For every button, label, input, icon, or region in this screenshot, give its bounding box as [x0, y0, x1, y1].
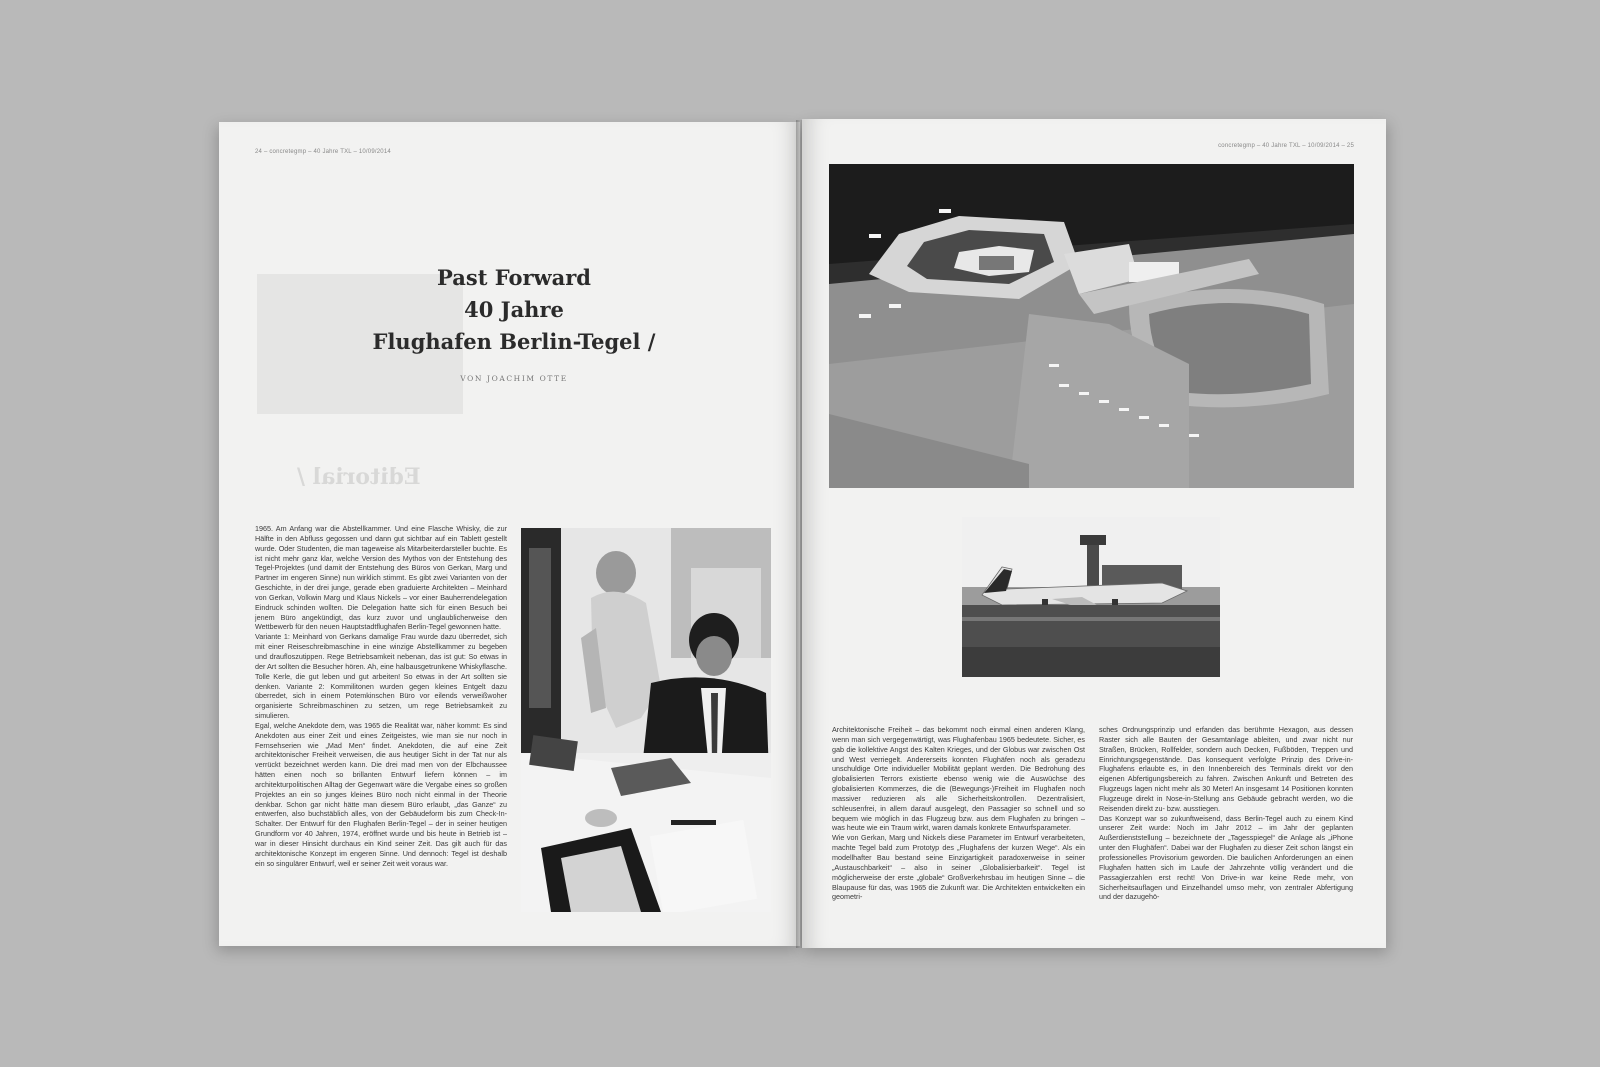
paragraph: Variante 1: Meinhard von Gerkans damalige Frau wurde dazu überredet, sich mit einer Reiseschreibmaschine in eine winzige Abstellkammer zu begeben und draufloszutippen. Rege Betriebsamkeit nebenan, das ist gut: So etwas in der Art sollten die Besucher hören. Ah, eine halbausgetrunkene Whiskyflasche. Tolle Kerle, die gut leben und gut arbeiten! So etwas in der Art sollten sie denken. Variante 2: Kommilitonen wurden gegen kleines Entgelt dazu überredet, sich in einem Potemkinschen Büro vor eilends verweißwoher organisierte Schreibmaschinen zu setzen, um rege Betriebsamkeit zu simulieren.: [255, 632, 507, 721]
article-column-right-1: [832, 725, 1085, 902]
left-page: [219, 122, 800, 946]
title-line-2: 40 Jahre: [464, 297, 564, 322]
article-column-left: [255, 524, 507, 869]
paragraph: 1965. Am Anfang war die Abstellkammer. Und eine Flasche Whisky, die zur Hälfte in den Abfluss gegossen und dann gut sichtbar auf ein Tablett gestellt wurde. Oder Studenten, die man tageweise als Mitarbeiterdarsteller buchte. Es ist nicht mehr ganz klar, welche Version des Mythos von der Entstehung des Tegel-Projektes (und damit der Entstehung des Büros von Gerkan, Marg und Partner im engeren Sinne) nun wirklich stimmt. Es gibt zwei Varianten von der Geschichte, in der drei junge, gerade eben graduierte Architekten – Meinhard von Gerkan, Volkwin Marg und Klaus Nickels – vor einer Bauherrendelegation Eindruck schinden wollten. Die Delegation hatte sich für einen Besuch bei jenem Büro angekündigt, das kurz zuvor und unglaublicherweise den Wettbewerb für den neuen Hauptstadtflughafen Berlin-Tegel gewonnen hatte.: [255, 524, 507, 632]
tegel-airplane-photo: [962, 517, 1220, 677]
paragraph: Wie von Gerkan, Marg und Nickels diese Parameter im Entwurf verarbeiteten, machte Tegel bald zum Prototyp des „Flughafens der kurzen Wege“. Als ein modellhafter Bau bestand seine Einzigartigkeit paradoxerweise in seiner „Austauschbarkeit“ – also in seiner „Globalisierbarkeit“. Tegel ist möglicherweise der erste „globale“ Großverkehrsbau im heutigen Sinne – die Blaupause für das, was 1965 die Zukunft war. Die Architekten entwickelten ein geometri-: [832, 833, 1085, 902]
paragraph: sches Ordnungsprinzip und erfanden das berühmte Hexagon, aus dessen Raster sich alle Bauten der Gesamtanlage ableiten, und zwar nicht nur Straßen, Brücken, Rollfelder, sondern auch Decken, Fußböden, Treppen und Einrichtungsgegenstände. Das konsequent verfolgte Prinzip des Drive-in-Flughafens erlaubte es, in den Innenbereich des Terminals direkt vor den eigenen Abfertigungsbereich zu fahren. Zwischen Ankunft und Betreten des Flugzeugs lagen nicht mehr als 30 Meter! An insgesamt 14 Positionen konnten Flugzeuge direkt in Nose-in-Stellung ans Gebäude gebracht werden, wo die Reisenden direkt zu- bzw. ausstiegen.: [1099, 725, 1353, 813]
airport-model-photo: [829, 164, 1354, 488]
architects-photo: [521, 528, 771, 912]
running-head-left: 24 – concretegmp – 40 Jahre TXL – 10/09/2014: [255, 149, 391, 155]
byline: VON JOACHIM OTTE: [460, 374, 568, 383]
title-line-1: Past Forward: [437, 265, 591, 290]
paragraph: Egal, welche Anekdote dem, was 1965 die Realität war, näher kommt: Es sind Anekdoten aus einer Zeit und eines Zeitgeistes, wie man sie nur noch in Fernsehserien wie „Mad Men“ findet. Anekdoten, die auf eine Zeit architektonischer Freiheit verweisen, die aus heutiger Sicht in der Tat nur als verrückt bezeichnet werden kann. Die drei mad men von der Elbchaussee hätten einen noch so brillanten Entwurf liefern können – im architekturpolitischen Alltag der Gegenwart wäre die Vergabe eines so großen Projektes an ein so junges kleines Büro noch nicht einmal in der Theorie denkbar. Schon gar nicht hätte man diesem Büro erlaubt, „das Ganze“ zu entwerfen, also buchstäblich alles, von der Gebäudeform bis zum Check-In-Schalter. Der Entwurf für den Flughafen Berlin-Tegel – der in seiner heutigen Grundform vor 40 Jahren, 1974, eröffnet wurde und bis heute in Betrieb ist – war in dieser Hinsicht durchaus ein Kind seiner Zeit. Das gilt auch für das architektonische Konzept im engeren Sinne. Und dennoch: Tegel ist deshalb ein so singulärer Entwurf, weil er seiner Zeit weit voraus war.: [255, 720, 507, 868]
show-through-text: Editorial /: [297, 464, 421, 490]
paragraph: Das Konzept war so zukunftweisend, dass Berlin-Tegel auch zu einem Kind unserer Zeit wurde: Noch im Jahr 2012 – im Jahr der geplanten Außerdienststellung – bezeichnete der „Tagesspiegel“ die Anlage als „iPhone unter den Flughäfen“. Dabei war der Flughafen zu dieser Zeit schon längst ein professionelles Provisorium geworden. Die baulichen Anforderungen an einen Flughafen hatten sich im Laufe der Jahrzehnte völlig verändert und die Passagierzahlen erst recht! Von Drive-in war keine Rede mehr, von Sicherheitsauflagen und Einzelhandel umso mehr, von zentraler Abfertigung und der dazugehö-: [1099, 813, 1353, 902]
right-page: [802, 119, 1386, 948]
article-title: [309, 262, 719, 358]
paragraph: Architektonische Freiheit – das bekommt noch einmal einen anderen Klang, wenn man sich vergegenwärtigt, was Flughafenbau 1965 bedeutete. Sicher, es gab die kollektive Angst des Kalten Krieges, und der Globus war zwischen Ost und West verriegelt. Andererseits konnten Flughäfen noch als geradezu unschuldige Orte individueller Mobilität geplant werden. Die Bedrohung des globalisierten Terrors existierte ebenso wenig wie die Auswüchse des globalisierten Kommerzes, die die (Bewegungs-)Freiheit im Flughafen noch massiver reduzieren als alle Sicherheitskontrollen. Dezentralisiert, schleusenfrei, in allem darauf ausgelegt, den Passagier so schnell und so bequem wie möglich in das Flugzeug bzw. aus dem Flughafen zu bringen – was heute wie ein Traum wirkt, waren damals konkrete Entwurfsparameter.: [832, 725, 1085, 833]
title-line-3: Flughafen Berlin-Tegel /: [372, 329, 656, 354]
running-head-right: concretegmp – 40 Jahre TXL – 10/09/2014 – 25: [1218, 143, 1354, 149]
article-column-right-2: [1099, 725, 1353, 902]
